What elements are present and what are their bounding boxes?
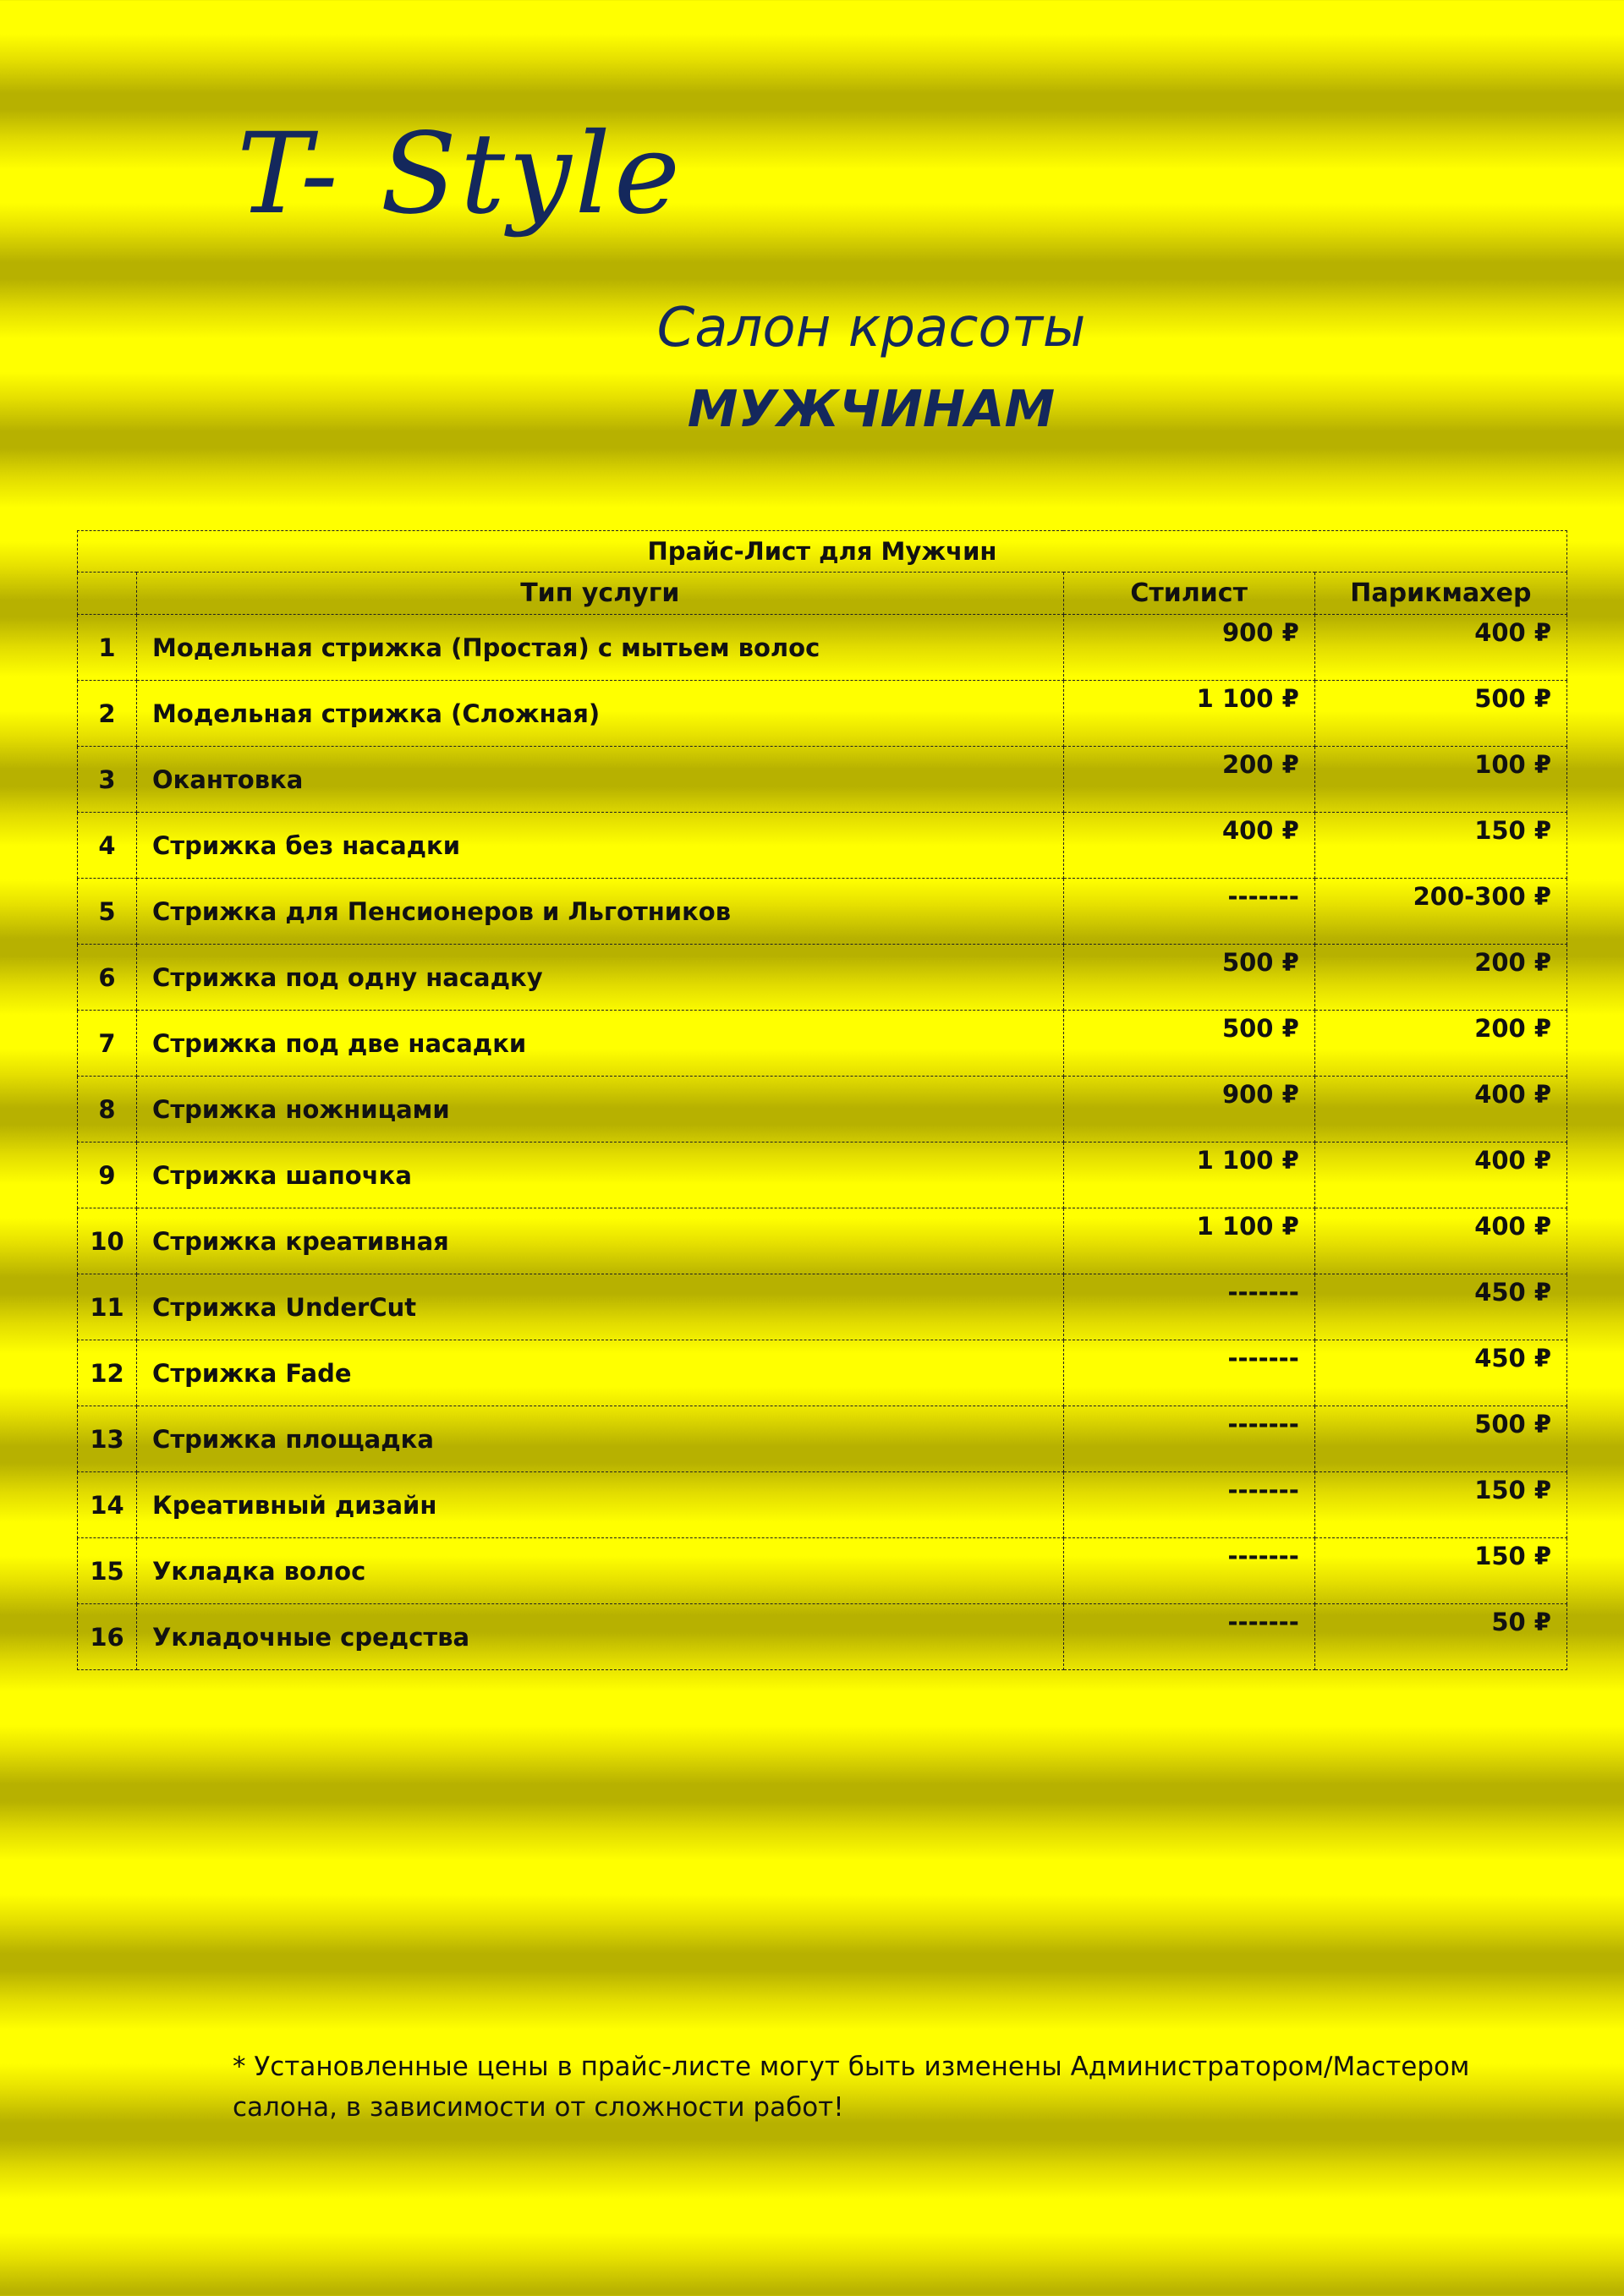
- row-number: 2: [78, 681, 137, 747]
- stylist-price: 200 ₽: [1063, 747, 1314, 813]
- stylist-price: -------: [1063, 1406, 1314, 1472]
- table-row: [78, 681, 1567, 747]
- price-table-body: [78, 615, 1567, 1670]
- price-table-header: [78, 573, 1567, 615]
- row-number: 4: [78, 813, 137, 879]
- service-name: Стрижка UnderCut: [137, 1274, 1064, 1340]
- service-name: Стрижка креативная: [137, 1208, 1064, 1274]
- header-num: [78, 573, 137, 615]
- row-number: 11: [78, 1274, 137, 1340]
- stylist-price: 400 ₽: [1063, 813, 1314, 879]
- barber-price: 400 ₽: [1314, 1077, 1566, 1143]
- stylist-price: -------: [1063, 1340, 1314, 1406]
- table-row: [78, 1340, 1567, 1406]
- service-name: Стрижка площадка: [137, 1406, 1064, 1472]
- barber-price: 400 ₽: [1314, 1143, 1566, 1208]
- service-name: Креативный дизайн: [137, 1472, 1064, 1538]
- table-row: [78, 945, 1567, 1011]
- table-row: [78, 1274, 1567, 1340]
- stylist-price: -------: [1063, 879, 1314, 945]
- salon-title: [0, 288, 1624, 450]
- barber-price: 200-300 ₽: [1314, 879, 1566, 945]
- barber-price: 200 ₽: [1314, 945, 1566, 1011]
- row-number: 12: [78, 1340, 137, 1406]
- service-name: Укладочные средства: [137, 1604, 1064, 1670]
- row-number: 16: [78, 1604, 137, 1670]
- service-name: Модельная стрижка (Сложная): [137, 681, 1064, 747]
- service-name: Модельная стрижка (Простая) с мытьем волос: [137, 615, 1064, 681]
- service-name: Стрижка без насадки: [137, 813, 1064, 879]
- stylist-price: 1 100 ₽: [1063, 1208, 1314, 1274]
- table-row: [78, 1406, 1567, 1472]
- table-row: [78, 1538, 1567, 1604]
- table-row: [78, 1011, 1567, 1077]
- price-table: [77, 530, 1567, 1670]
- barber-price: 50 ₽: [1314, 1604, 1566, 1670]
- row-number: 14: [78, 1472, 137, 1538]
- row-number: 3: [78, 747, 137, 813]
- stylist-price: -------: [1063, 1538, 1314, 1604]
- service-name: Стрижка Fade: [137, 1340, 1064, 1406]
- header-barber: Парикмахер: [1314, 573, 1566, 615]
- row-number: 13: [78, 1406, 137, 1472]
- stylist-price: 500 ₽: [1063, 1011, 1314, 1077]
- barber-price: 500 ₽: [1314, 681, 1566, 747]
- barber-price: 150 ₽: [1314, 1472, 1566, 1538]
- row-number: 6: [78, 945, 137, 1011]
- stylist-price: 500 ₽: [1063, 945, 1314, 1011]
- barber-price: 400 ₽: [1314, 615, 1566, 681]
- table-row: [78, 1077, 1567, 1143]
- stylist-price: 900 ₽: [1063, 615, 1314, 681]
- row-number: 15: [78, 1538, 137, 1604]
- service-name: Стрижка для Пенсионеров и Льготников: [137, 879, 1064, 945]
- table-row: [78, 1143, 1567, 1208]
- row-number: 9: [78, 1143, 137, 1208]
- service-name: Укладка волос: [137, 1538, 1064, 1604]
- table-row: [78, 1208, 1567, 1274]
- table-row: [78, 813, 1567, 879]
- stylist-price: -------: [1063, 1604, 1314, 1670]
- stylist-price: 1 100 ₽: [1063, 1143, 1314, 1208]
- table-row: [78, 615, 1567, 681]
- title-line-1: Салон красоты: [656, 297, 1086, 359]
- barber-price: 150 ₽: [1314, 813, 1566, 879]
- service-name: Окантовка: [137, 747, 1064, 813]
- header-service: Тип услуги: [137, 573, 1064, 615]
- barber-price: 450 ₽: [1314, 1340, 1566, 1406]
- service-name: Стрижка под одну насадку: [137, 945, 1064, 1011]
- title-line-2: МУЖЧИНАМ: [687, 380, 1056, 439]
- barber-price: 150 ₽: [1314, 1538, 1566, 1604]
- service-name: Стрижка ножницами: [137, 1077, 1064, 1143]
- service-name: Стрижка шапочка: [137, 1143, 1064, 1208]
- row-number: 1: [78, 615, 137, 681]
- table-row: [78, 1472, 1567, 1538]
- price-table-caption: Прайс-Лист для Мужчин: [78, 531, 1567, 573]
- barber-price: 450 ₽: [1314, 1274, 1566, 1340]
- barber-price: 100 ₽: [1314, 747, 1566, 813]
- row-number: 7: [78, 1011, 137, 1077]
- header-stylist: Стилист: [1063, 573, 1314, 615]
- barber-price: 200 ₽: [1314, 1011, 1566, 1077]
- table-row: [78, 1604, 1567, 1670]
- footnote: * Установленные цены в прайс-листе могут быть изменены Администратором/Мастером салона, в зависимости от сложности работ!: [233, 2052, 1470, 2123]
- logo: T- Style: [237, 109, 683, 239]
- table-row: [78, 879, 1567, 945]
- service-name: Стрижка под две насадки: [137, 1011, 1064, 1077]
- stylist-price: 900 ₽: [1063, 1077, 1314, 1143]
- row-number: 10: [78, 1208, 137, 1274]
- table-row: [78, 747, 1567, 813]
- barber-price: 400 ₽: [1314, 1208, 1566, 1274]
- stylist-price: -------: [1063, 1274, 1314, 1340]
- stylist-price: 1 100 ₽: [1063, 681, 1314, 747]
- row-number: 5: [78, 879, 137, 945]
- stylist-price: -------: [1063, 1472, 1314, 1538]
- barber-price: 500 ₽: [1314, 1406, 1566, 1472]
- row-number: 8: [78, 1077, 137, 1143]
